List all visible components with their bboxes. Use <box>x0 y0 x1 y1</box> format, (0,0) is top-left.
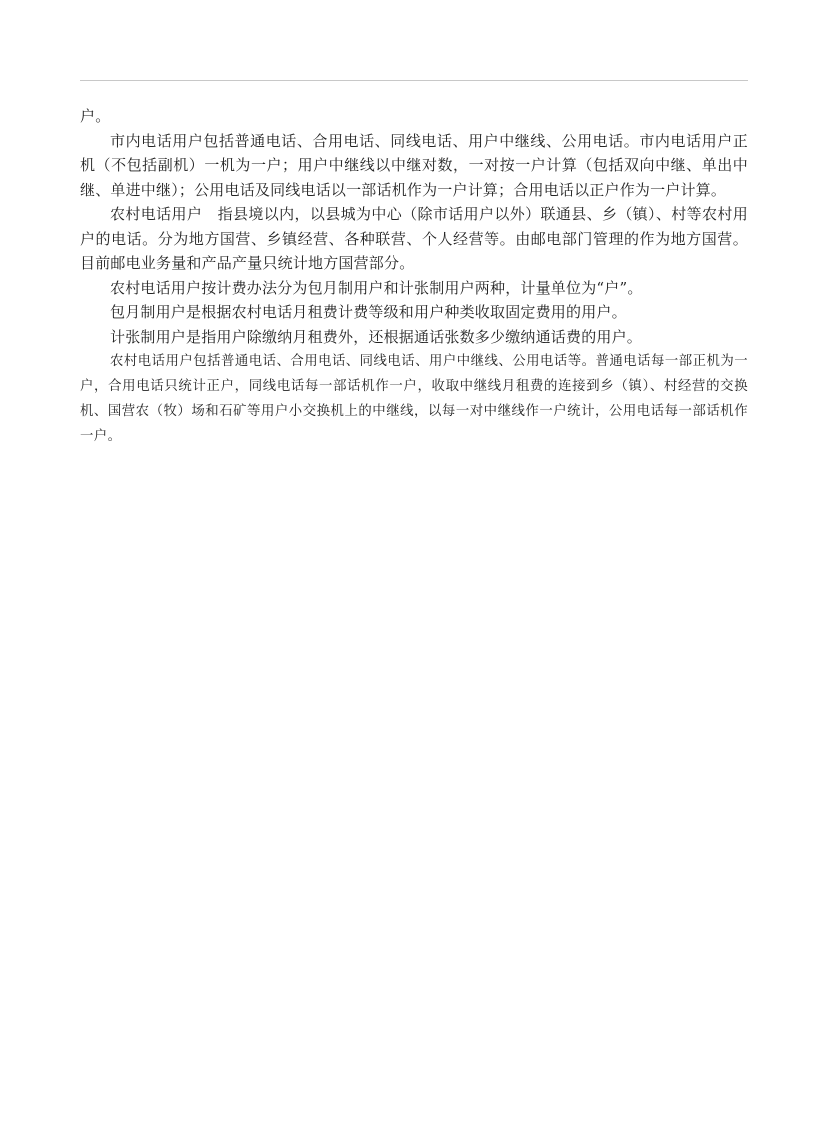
paragraph-urban-phone-users: 市内电话用户包括普通电话、合用电话、同线电话、用户中继线、公用电话。市内电话用户正机（不包括副机）一机为一户；用户中继线以中继对数，一对按一户计算（包括双向中继、单出中继、单进中继）；公用电话及同线电话以一部话机作为一户计算；合用电话以正户作为一户计算。 <box>80 131 748 199</box>
paragraph-rural-billing-methods: 农村电话用户按计费办法分为包月制用户和计张制用户两种，计量单位为“户”。 <box>110 278 643 297</box>
document-page <box>80 0 748 1122</box>
document-body <box>80 104 748 449</box>
paragraph-rural-phone-users-definition: 农村电话用户 指县境以内，以县城为中心（除市话用户以外）联通县、乡（镇）、村等农村用户的电话。分为地方国营、乡镇经营、各种联营、个人经营等。由邮电部门管理的作为地方国营。目前邮电业务量和产品产量只统计地方国营部分。 <box>80 205 748 272</box>
paragraph-per-call-users: 计张制用户是指用户除缴纳月租费外，还根据通话张数多少缴纳通话费的用户。 <box>110 327 643 346</box>
header-divider <box>80 80 748 81</box>
paragraph-continuation: 户。 <box>80 107 111 125</box>
paragraph-monthly-plan-users: 包月制用户是根据农村电话月租费计费等级和用户种类收取固定费用的用户。 <box>110 303 627 321</box>
paragraph-rural-user-counting: 农村电话用户包括普通电话、合用电话、同线电话、用户中继线、公用电话等。普通电话每一部正机为一户，合用电话只统计正户，同线电话每一部话机作一户，收取中继线月租费的连接到乡（镇）、村经营的交换机、国营农（牧）场和石矿等用户小交换机上的中继线，以每一对中继线作一户统计，公用电话每一部话机作一户。 <box>80 354 748 444</box>
